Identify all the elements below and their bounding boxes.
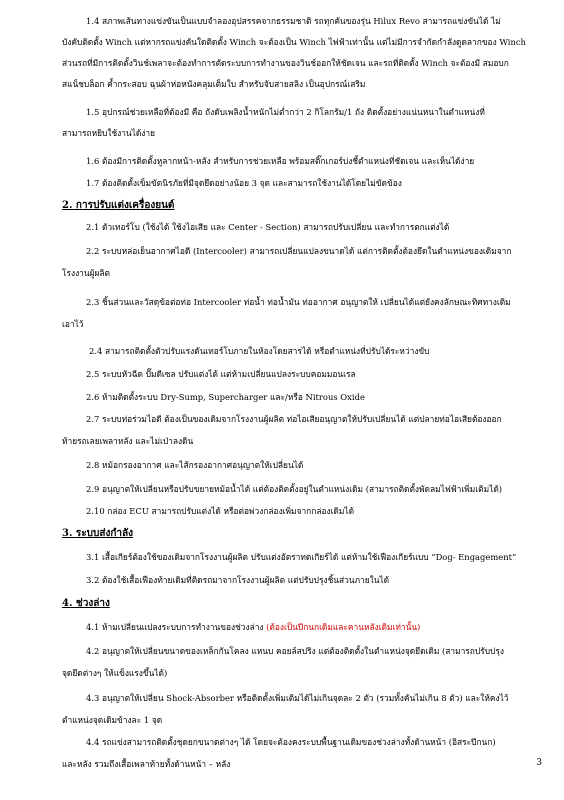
page-number: 3	[536, 758, 542, 768]
paragraph-2-7-line-1: 2.7 ระบบท่อร่วมไอดี ต้องเป็นของเดิมจากโรงงานผู้ผลิต ท่อไอเสียอนุญาตให้ปรับเปลี่ยนได้ แต่ปลายท่อไอเสียต้องออก	[86, 414, 502, 424]
section-heading-suspension: 4. ช่วงล่าง	[62, 598, 110, 609]
paragraph-2-3-line-1: 2.3 ชิ้นส่วนและวัสดุข้อต่อท่อ Intercooler ท่อน้ำ ท่อน้ำมัน ท่ออากาศ อนุญาตให้ เปลี่ยนได้แต่ยังคงลักษณะทิศทางเดิม	[86, 297, 511, 307]
paragraph-2-8: 2.8 หม้อกรองอากาศ และไส้กรองอากาศอนุญาตให้เปลี่ยนได้	[86, 460, 304, 470]
paragraph-4-1-red-note: (ต้องเป็นปีกนกเดิมและคานหลังเดิมเท่านั้น)	[266, 622, 421, 632]
paragraph-2-3-line-2: เอาไว้	[62, 319, 84, 329]
paragraph-2-6: 2.6 ห้ามติดตั้งระบบ Dry-Sump, Supercharger และ/หรือ Nitrous Oxide	[86, 392, 365, 402]
paragraph-2-4: 2.4 สามารถติดตั้งตัวปรับแรงดันเทอร์โบภายในห้องโดยสารได้ หรือตำแหน่งที่ปรับได้ระหว่างขับ	[89, 346, 430, 356]
paragraph-2-7-line-2: ท้ายรถเลยเพลาหลัง และไม่เป่าลงดิน	[62, 436, 194, 446]
section-heading-transmission: 3. ระบบส่งกำลัง	[62, 528, 134, 539]
paragraph-4-2-line-1: 4.2 อนุญาตให้เปลี่ยนขนาดของเหล็กกันโคลง แหนบ คอยล์สปริง แต่ต้องติดตั้งในตำแหน่งจุดยึดเดิม (สามารถปรับปรุง	[86, 646, 504, 656]
paragraph-1-5-line-2: สามารถหยิบใช้งานได้ง่าย	[62, 128, 155, 138]
paragraph-1-6: 1.6 ต้องมีการติดตั้งหูลากหน้า-หลัง สำหรับการช่วยเหลือ พร้อมสติ๊กเกอร์บ่งชี้ตำแหน่งที่ชัดเจน และเห็นได้ง่าย	[86, 156, 475, 166]
paragraph-1-5-line-1: 1.5 อุปกรณ์ช่วยเหลือที่ต้องมี คือ ถังดับเพลิงน้ำหนักไม่ต่ำกว่า 2 กิโลกรัม/1 ถัง ติดตั้งอย่างแน่นหนาในตำแหน่งที่	[86, 107, 485, 117]
paragraph-3-1: 3.1 เสื้อเกียร์ต้องใช้ของเดิมจากโรงงานผู้ผลิต ปรับแต่งอัตราทดเกียร์ได้ แต่ห้ามใช้เฟืองเกียร์แบบ “Dog- Engagement”	[86, 552, 517, 562]
paragraph-1-4-line-4: สแน็ชบล็อก ค้ำกระสอบ ฉุนผ้าห่อหนังคลุมเต็มใบ สำหรับจับสายสลิง เป็นอุปกรณ์เสริม	[62, 79, 366, 89]
paragraph-4-2-line-2: จุดยึดต่างๆ ให้แข็งแรงขึ้นได้)	[62, 668, 168, 678]
paragraph-2-9: 2.9 อนุญาตให้เปลี่ยนหรือปรับขยายหม้อน้ำได้ แต่ต้องติดตั้งอยู่ในตำแหน่งเดิม (สามารถติดตั้งพัดลมไฟฟ้าเพิ่มเติมได้)	[86, 484, 503, 494]
paragraph-2-5: 2.5 ระบบหัวฉีด ปั๊มดีเซล ปรับแต่งได้ แต่ห้ามเปลี่ยนแปลงระบบคอมมอนเรล	[86, 369, 356, 379]
paragraph-3-2: 3.2 ต้องใช้เสื้อเฟืองท้ายเดิมที่ติดรถมาจากโรงงานผู้ผลิต แต่ปรับปรุงชิ้นส่วนภายในได้	[86, 575, 390, 585]
paragraph-4-1	[86, 622, 420, 633]
paragraph-4-3-line-1: 4.3 อนุญาตให้เปลี่ยน Shock-Absorber หรือติดตั้งเพิ่มเติมได้ไม่เกินจุดละ 2 ตัว (รวมทั้งคันไม่เกิน 8 ตัว) และให้คงไว้	[86, 693, 509, 703]
paragraph-1-7: 1.7 ต้องติดตั้งเข็มขัดนิรภัยที่มีจุดยึดอย่างน้อย 3 จุด และสามารถใช้งานได้โดยไม่ขัดข้อง	[86, 178, 402, 188]
paragraph-4-1-text: 4.1 ห้ามเปลี่ยนแปลงระบบการทำงานของช่วงล่าง	[86, 622, 267, 632]
paragraph-4-4-line-2: และหลัง รวมถึงเสื้อเพลาท้ายทั้งด้านหน้า – หลัง	[62, 759, 231, 769]
paragraph-2-2-line-1: 2.2 ระบบหล่อเย็นอากาศไอดี (Intercooler) สามารถเปลี่ยนแปลงขนาดได้ แต่การติดตั้งต้องยึดในตำแหน่งของเดิมจาก	[86, 246, 512, 256]
paragraph-1-4-line-1: 1.4 สภาพเส้นทางแข่งขันเป็นแบบจำลองอุปสรรคจากธรรมชาติ รถทุกคันของรุ่น Hilux Revo สามารถแข่งขันได้ ไม่	[86, 16, 501, 26]
paragraph-4-4-line-1: 4.4 รถแข่งสามารถติดตั้งชุดยกขนาดต่างๆ ได้ โดยจะต้องคงระบบพื้นฐานเดิมของช่วงล่างทั้งด้านหน้า (อิสระปีกนก)	[86, 737, 496, 747]
paragraph-2-1: 2.1 ตัวเทอร์โบ (ใช้งได้ ใช้งไอเสีย และ Center - Section) สามารถปรับเปลี่ยน และทำการตกแต่งได้	[86, 222, 450, 232]
paragraph-1-4-line-2: บังคับติดตั้ง Winch แต่หากรถแข่งคันใดติดตั้ง Winch จะต้องเป็น Winch ไฟฟ้าเท่านั้น แต่ไม่มีการจำกัดกำลังดูดลากของ Winch	[62, 37, 526, 47]
paragraph-2-2-line-2: โรงงานผู้ผลิต	[62, 268, 110, 278]
section-heading-engine: 2. การปรับแต่งเครื่องยนต์	[62, 200, 175, 211]
paragraph-4-3-line-2: ตำแหน่งจุดเดิมข้างละ 1 จุด	[62, 715, 163, 725]
paragraph-1-4-line-3: ส่วนรถที่มีการติดตั้งวินช์เพลาจะต้องทำการตัดระบบการทำงานของวินช์ออกให้ชัดเจน และรถที่ติดตั้ง Winch จะต้องมี สมอบก	[62, 58, 509, 68]
paragraph-2-10: 2.10 กล่อง ECU สามารถปรับแต่งได้ หรือต่อพ่วงกล่องเพิ่มจากกล่องเดิมได้	[86, 506, 355, 516]
